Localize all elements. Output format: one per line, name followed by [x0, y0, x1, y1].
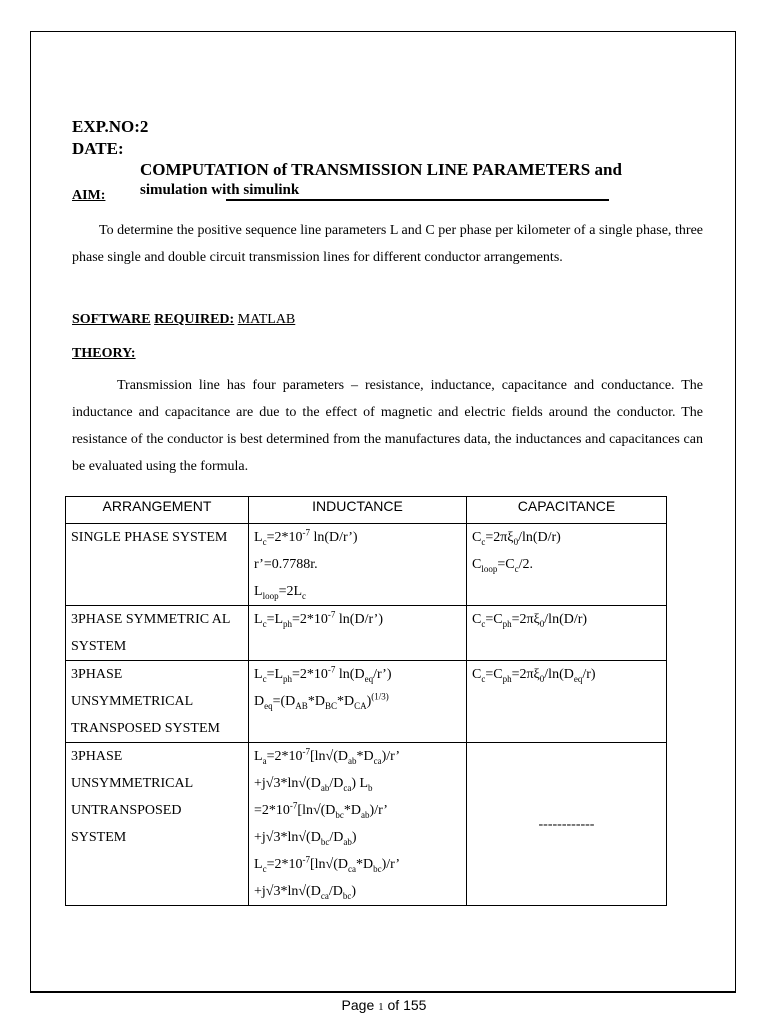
header-arrangement: ARRANGEMENT — [66, 497, 249, 524]
software-required: SOFTWARE REQUIRED: MATLAB — [72, 312, 296, 327]
table-row — [66, 743, 667, 906]
inductance-cell: $L_c=L_{ph}=2*10^{-7}$ $\ln(D_{eq}/r’)$ $D_{eq}=(D_{AB}*D_{BC}*D_{CA})^{(1/3)}$ — [249, 661, 467, 743]
header-inductance: INDUCTANCE — [249, 497, 467, 524]
page-number: 1 — [378, 1001, 384, 1013]
table-row — [66, 524, 667, 606]
capacitance-cell: $C_c=C_{ph}=2\pi\xi_0/\ln(D_{eq}/r)$ — [467, 661, 667, 743]
capacitance-cell: ------------ — [467, 743, 667, 906]
capacitance-cell: $C_c=2\pi\xi_0/\ln(D/r)$ $C_{loop}=C_c/2$. — [467, 524, 667, 606]
exp-number: EXP.NO:2 — [72, 117, 149, 136]
arrangement-cell: 3PHASE UNSYMMETRICAL TRANSPOSED SYSTEM — [66, 661, 249, 743]
experiment-title-line2: simulation with simulink — [140, 181, 609, 201]
arrangement-cell: SINGLE PHASE SYSTEM — [66, 524, 249, 606]
date-label: DATE: — [72, 139, 124, 158]
inductance-cell: $L_c=2*10^{-7}$ ln(D/r’) r’=0.7788r. $L_{loop}=2L_c$ — [249, 524, 467, 606]
arrangement-cell: 3PHASE UNSYMMETRICAL UNTRANSPOSED SYSTEM — [66, 743, 249, 906]
page-footer: Page 1 of 155 — [341, 997, 427, 1013]
table-row — [66, 606, 667, 661]
inductance-cell: $L_c=L_{ph}=2*10^{-7}$ ln(D/r’) — [249, 606, 467, 661]
parameters-table — [65, 496, 667, 906]
header-capacitance: CAPACITANCE — [467, 497, 667, 524]
table-header-row — [66, 497, 667, 524]
aim-label: AIM: — [72, 188, 106, 203]
arrangement-cell: 3PHASE SYMMETRIC AL SYSTEM — [66, 606, 249, 661]
experiment-title: COMPUTATION of TRANSMISSION LINE PARAMETERS and — [140, 160, 622, 179]
capacitance-cell: $C_c=C_{ph}=2\pi\xi_0/\ln(D/r)$ — [467, 606, 667, 661]
table-row — [66, 661, 667, 743]
inductance-cell: $L_a=2*10^{-7}[\ln√(D_{ab}*D_{ca})/r$’ $+j√3*\ln√(D_{ab}/D_{ca})$ $L_b$ $=2*10^{-7}[\ln√(D_{bc}*D_{ab})/r$’ $+j√3*\ln√(D_{bc}/D_{ab})$ $L_c=2*10^{-7}[\ln√(D_{ca}*D_{bc})/r$’ $+j√3*\ln√(D_{ca}/D_{bc})$ — [249, 743, 467, 906]
aim-text: To determine the positive sequence line parameters L and C per phase per kilometer of a single phase, three phase single and double circuit transmission lines for different conductor arrangements. — [72, 223, 703, 265]
theory-text: Transmission line has four parameters – resistance, inductance, capacitance and conductance. The inductance and capacitance are due to the effect of magnetic and electric fields around the conductor. The resistance of the conductor is best determined from the manufactures data, the inductances and capacitances can be evaluated using the formula. — [72, 378, 703, 474]
page-total: 155 — [403, 997, 427, 1013]
theory-heading: THEORY: — [72, 346, 136, 361]
